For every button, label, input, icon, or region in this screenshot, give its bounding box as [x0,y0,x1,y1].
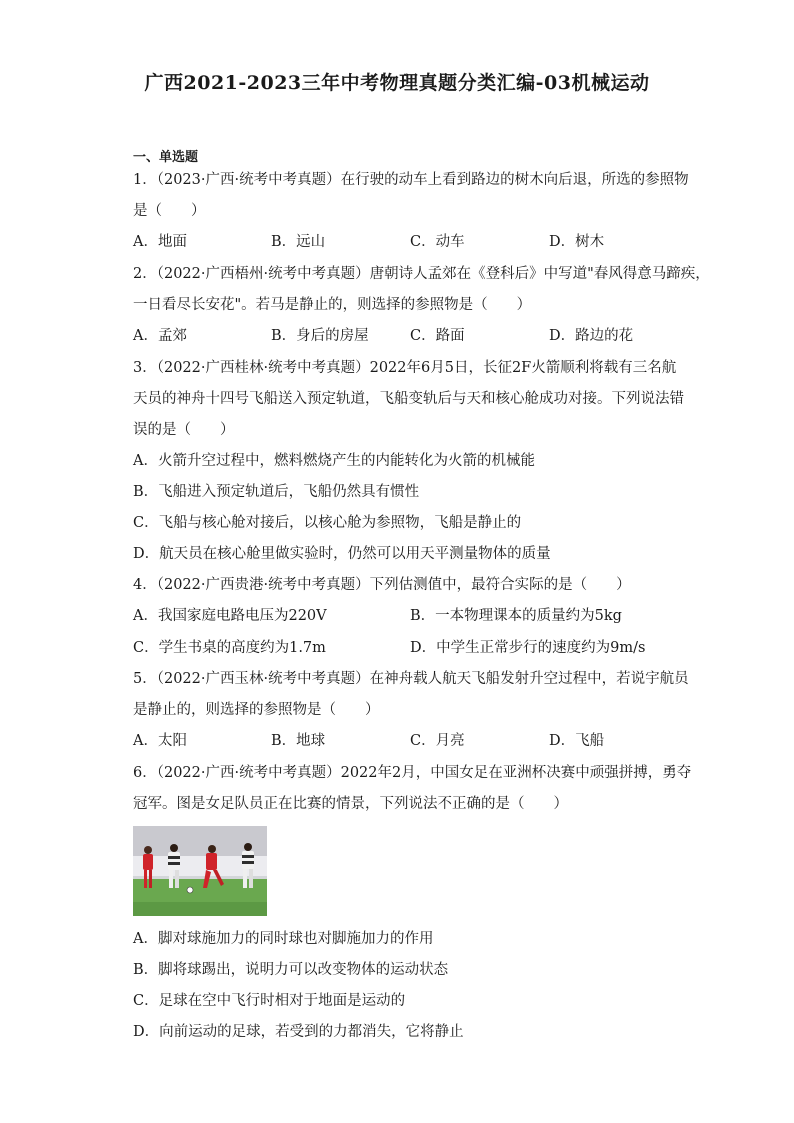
q2-option-d: D．路边的花 [549,328,634,344]
q5-option-b: B．地球 [271,733,326,749]
q3-option-d: D．航天员在核心舱里做实验时，仍然可以用天平测量物体的质量 [133,546,551,562]
q3-stem-line1: 3．（2022·广西桂林·统考中考真题）2022年6月5日，长征2F火箭顺利将载有三名航 [133,360,677,376]
q2-option-c: C．路面 [410,328,465,344]
q4-option-b: B．一本物理课本的质量约为5kg [410,608,622,624]
q3-option-c: C．飞船与核心舱对接后，以核心舱为参照物，飞船是静止的 [133,515,522,531]
q5-option-a: A．太阳 [133,733,187,749]
q4-option-d: D．中学生正常步行的速度约为9m/s [410,640,646,656]
q3-option-a: A．火箭升空过程中，燃料燃烧产生的内能转化为火箭的机械能 [133,453,535,469]
q6-stem-line1: 6．（2022·广西·统考中考真题）2022年2月，中国女足在亚洲杯决赛中顽强拼搏，勇夺 [133,765,692,781]
q6-option-d: D．向前运动的足球，若受到的力都消失，它将静止 [133,1024,464,1040]
q2-stem-line1: 2．（2022·广西梧州·统考中考真题）唐朝诗人孟郊在《登科后》中写道"春风得意马蹄疾， [133,266,710,282]
page-title: 广西2021-2023三年中考物理真题分类汇编-03机械运动 [144,72,650,94]
q1-stem-line2: 是（ ） [133,203,206,219]
soccer-match-photo [133,826,267,916]
section-heading: 一、单选题 [133,150,199,165]
q4-stem-line1: 4．（2022·广西贵港·统考中考真题）下列估测值中，最符合实际的是（ ） [133,577,631,593]
q1-option-d: D．树木 [549,234,605,250]
q2-stem-line2: 一日看尽长安花"。若马是静止的，则选择的参照物是（ ） [133,297,532,313]
q4-option-c: C．学生书桌的高度约为1.7m [133,640,326,656]
q6-option-b: B．脚将球踢出，说明力可以改变物体的运动状态 [133,962,449,978]
q3-option-b: B．飞船进入预定轨道后，飞船仍然具有惯性 [133,484,420,500]
q5-option-d: D．飞船 [549,733,605,749]
q6-option-c: C．足球在空中飞行时相对于地面是运动的 [133,993,406,1009]
q6-stem-line2: 冠军。图是女足队员正在比赛的情景，下列说法不正确的是（ ） [133,796,568,812]
q5-stem-line2: 是静止的，则选择的参照物是（ ） [133,702,380,718]
q2-option-a: A．孟郊 [133,328,187,344]
q3-stem-line2: 天员的神舟十四号飞船送入预定轨道，飞船变轨后与天和核心舱成功对接。下列说法错 [133,391,684,407]
q1-option-c: C．动车 [410,234,465,250]
q6-option-a: A．脚对球施加力的同时球也对脚施加力的作用 [133,931,434,947]
q5-stem-line1: 5．（2022·广西玉林·统考中考真题）在神舟载人航天飞船发射升空过程中，若说宇航员 [133,671,689,687]
q1-option-b: B．远山 [271,234,326,250]
q1-stem-line1: 1．（2023·广西·统考中考真题）在行驶的动车上看到路边的树木向后退，所选的参照物 [133,172,689,188]
q3-stem-line3: 误的是（ ） [133,422,235,438]
q4-option-a: A．我国家庭电路电压为220V [133,608,327,624]
q2-option-b: B．身后的房屋 [271,328,369,344]
q1-option-a: A．地面 [133,234,187,250]
q5-option-c: C．月亮 [410,733,465,749]
